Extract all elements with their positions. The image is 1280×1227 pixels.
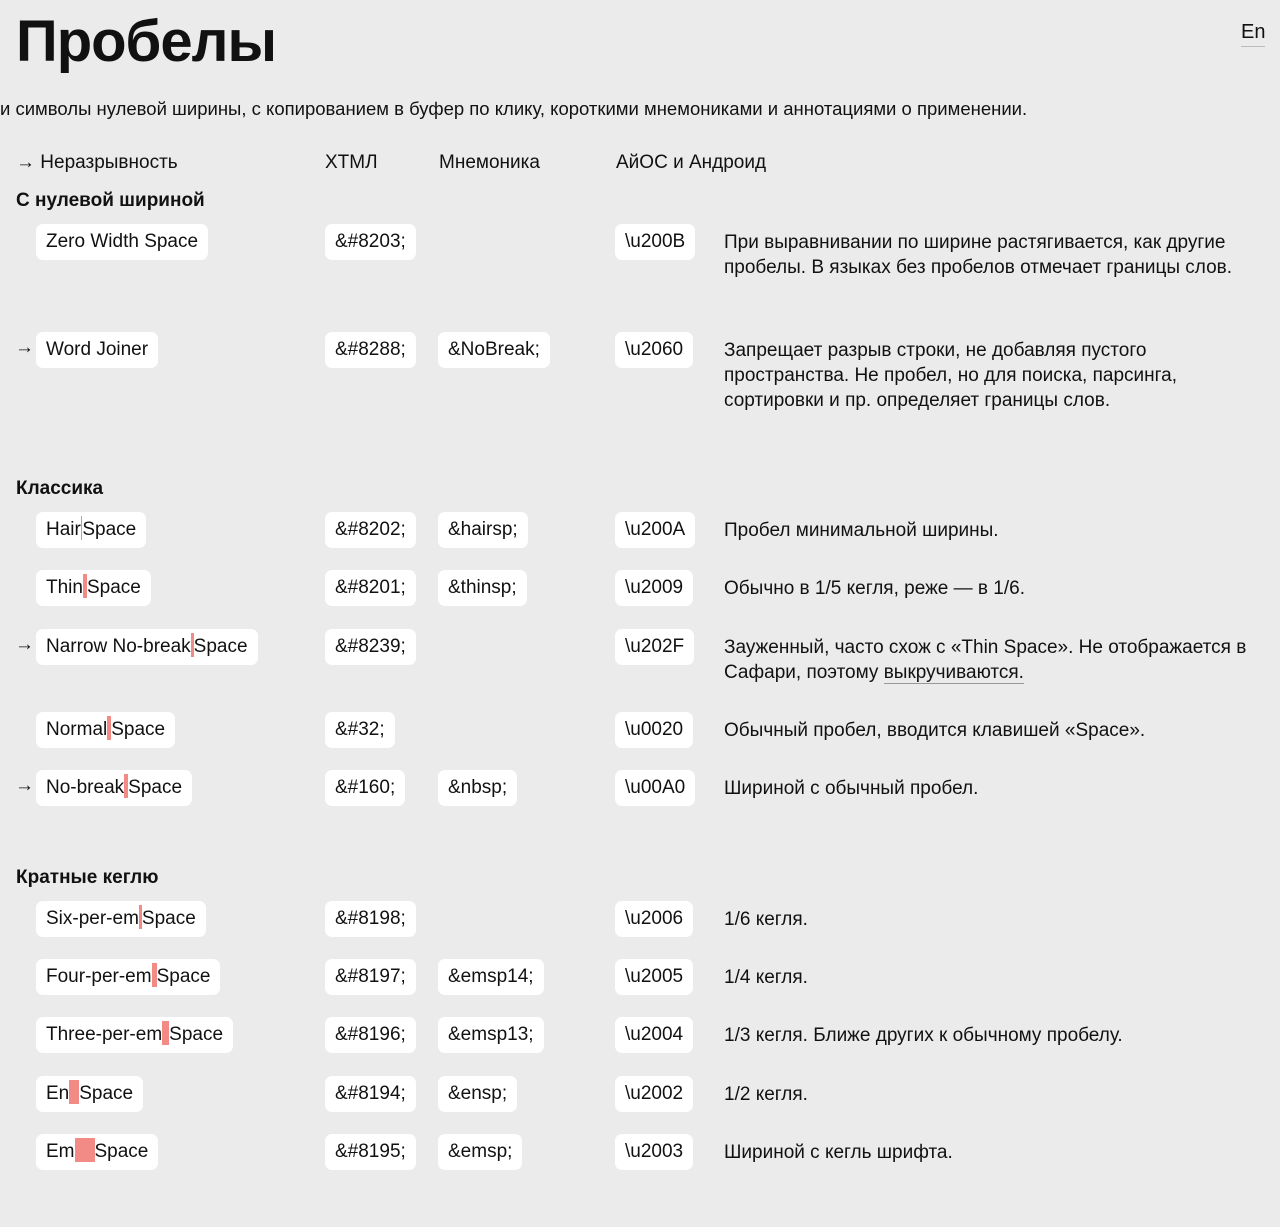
- space-name-chip[interactable]: [36, 224, 208, 260]
- space-name-part: Space: [156, 966, 211, 987]
- unicode-escape-chip[interactable]: \u0020: [615, 712, 693, 748]
- space-name-part: Space: [141, 908, 196, 929]
- unicode-escape-chip[interactable]: \u202F: [615, 629, 694, 665]
- space-name-part: Hair: [46, 519, 81, 540]
- language-switch-link[interactable]: En: [1241, 21, 1265, 47]
- unicode-escape-chip[interactable]: \u2003: [615, 1134, 693, 1170]
- usage-note-text: Шириной с кегль шрифта.: [724, 1142, 953, 1163]
- space-name-part: Space: [86, 577, 141, 598]
- space-name-part: Word Joiner: [46, 339, 149, 360]
- usage-note: [724, 1023, 1269, 1048]
- space-name-part: Em: [46, 1141, 75, 1162]
- page-subtitle: и символы нулевой ширины, с копированием в буфер по клику, короткими мнемониками и аннотациями о применении.: [0, 98, 1028, 119]
- html-code-chip[interactable]: &#8196;: [325, 1017, 416, 1053]
- space-name-chip[interactable]: [36, 959, 220, 995]
- space-name-part: Space: [82, 519, 137, 540]
- space-name-chip[interactable]: [36, 1134, 158, 1170]
- usage-note: [724, 1140, 1269, 1165]
- usage-note: [724, 907, 1269, 932]
- mnemonic-chip[interactable]: &emsp13;: [438, 1017, 544, 1053]
- unicode-escape-chip[interactable]: \u200A: [615, 512, 695, 548]
- html-code-chip[interactable]: &#160;: [325, 770, 405, 806]
- usage-note-text: 1/6 кегля.: [724, 909, 808, 930]
- html-code-chip[interactable]: &#8239;: [325, 629, 416, 665]
- space-width-marker: [75, 1138, 95, 1162]
- unicode-escape-chip[interactable]: \u2004: [615, 1017, 693, 1053]
- space-name-chip[interactable]: [36, 901, 206, 937]
- mnemonic-chip[interactable]: &ensp;: [438, 1076, 517, 1112]
- mnemonic-chip[interactable]: &nbsp;: [438, 770, 517, 806]
- usage-note-text: Обычный пробел, вводится клавишей «Space».: [724, 720, 1146, 741]
- space-name-part: Normal: [46, 719, 108, 740]
- space-name-chip[interactable]: [36, 1076, 143, 1112]
- mnemonic-chip[interactable]: &thinsp;: [438, 570, 527, 606]
- usage-note: [724, 518, 1269, 543]
- usage-note-text: Зауженный, часто схож с «Thin Space». Не отображается в Сафари, поэтому: [724, 637, 1247, 683]
- usage-note: [724, 635, 1269, 685]
- usage-note: [724, 776, 1269, 801]
- space-name-chip[interactable]: [36, 770, 192, 806]
- html-code-chip[interactable]: &#8201;: [325, 570, 416, 606]
- space-name-part: Thin: [46, 577, 83, 598]
- unicode-escape-chip[interactable]: \u2006: [615, 901, 693, 937]
- usage-note-text: Шириной с обычный пробел.: [724, 778, 979, 799]
- mnemonic-chip[interactable]: &hairsp;: [438, 512, 528, 548]
- group-title: Классика: [16, 478, 104, 499]
- group-title: Кратные кеглю: [16, 867, 159, 888]
- space-name-chip[interactable]: [36, 629, 258, 665]
- usage-note: [724, 1082, 1269, 1107]
- usage-note-text: Обычно в 1/5 кегля, реже — в 1/6.: [724, 578, 1025, 599]
- table-header: [0, 152, 1280, 178]
- space-name-part: Space: [193, 636, 248, 657]
- column-ios-android: АйОС и Андроид: [616, 152, 767, 173]
- group-title: С нулевой шириной: [16, 190, 205, 211]
- space-name-chip[interactable]: [36, 332, 158, 368]
- space-name-part: Space: [128, 777, 183, 798]
- html-code-chip[interactable]: &#8198;: [325, 901, 416, 937]
- usage-note: [724, 576, 1269, 601]
- unicode-escape-chip[interactable]: \u2060: [615, 332, 693, 368]
- html-code-chip[interactable]: &#8203;: [325, 224, 416, 260]
- space-name-part: En: [46, 1083, 70, 1104]
- usage-note-text: Запрещает разрыв строки, не добавляя пустого пространства. Не пробел, но для поиска, парсинга, сортировки и пр. определяет границы слов.: [724, 340, 1177, 411]
- usage-note: [724, 230, 1269, 280]
- html-code-chip[interactable]: &#8288;: [325, 332, 416, 368]
- unicode-escape-chip[interactable]: \u2002: [615, 1076, 693, 1112]
- space-name-part: No-break: [46, 777, 125, 798]
- space-name-part: Zero Width Space: [46, 231, 199, 252]
- column-mnemonic: Мнемоника: [439, 152, 540, 173]
- space-name-chip[interactable]: [36, 712, 175, 748]
- usage-note-text: При выравнивании по ширине растягивается, как другие пробелы. В языках без пробелов отмечает границы слов.: [724, 232, 1233, 278]
- usage-note-text: 1/4 кегля.: [724, 967, 808, 988]
- usage-note-link[interactable]: выкручиваются.: [883, 662, 1024, 683]
- usage-note: [724, 338, 1269, 413]
- column-html: ХТМЛ: [325, 152, 378, 173]
- html-code-chip[interactable]: &#8194;: [325, 1076, 416, 1112]
- html-code-chip[interactable]: &#8197;: [325, 959, 416, 995]
- space-name-part: Three-per-em: [46, 1024, 163, 1045]
- space-name-part: Four-per-em: [46, 966, 152, 987]
- space-name-chip[interactable]: [36, 1017, 233, 1053]
- nonbreaking-arrow-icon: →: [15, 634, 34, 655]
- space-name-part: Space: [111, 719, 166, 740]
- nonbreaking-arrow-icon: →: [15, 337, 34, 358]
- space-name-chip[interactable]: [36, 512, 146, 548]
- usage-note-text: 1/2 кегля.: [724, 1084, 808, 1105]
- space-name-chip[interactable]: [36, 570, 151, 606]
- usage-note-text: Пробел минимальной ширины.: [724, 520, 999, 541]
- space-name-part: Narrow No-break: [46, 636, 191, 657]
- space-width-marker: [69, 1080, 79, 1104]
- mnemonic-chip[interactable]: &NoBreak;: [438, 332, 550, 368]
- unicode-escape-chip[interactable]: \u2005: [615, 959, 693, 995]
- unicode-escape-chip[interactable]: \u00A0: [615, 770, 695, 806]
- mnemonic-chip[interactable]: &emsp14;: [438, 959, 544, 995]
- html-code-chip[interactable]: &#8202;: [325, 512, 416, 548]
- usage-note-text: 1/3 кегля. Ближе других к обычному пробелу.: [724, 1025, 1123, 1046]
- usage-note: [724, 965, 1269, 990]
- space-name-part: Six-per-em: [46, 908, 139, 929]
- html-code-chip[interactable]: &#32;: [325, 712, 395, 748]
- nonbreaking-arrow-icon: →: [15, 775, 34, 796]
- unicode-escape-chip[interactable]: \u2009: [615, 570, 693, 606]
- space-name-part: Space: [94, 1141, 149, 1162]
- column-nonbreak: → Неразрывность: [16, 152, 178, 173]
- unicode-escape-chip[interactable]: \u200B: [615, 224, 695, 260]
- mnemonic-chip[interactable]: &emsp;: [438, 1134, 522, 1170]
- space-name-part: Space: [79, 1083, 134, 1104]
- html-code-chip[interactable]: &#8195;: [325, 1134, 416, 1170]
- page-title: Пробелы: [16, 9, 277, 74]
- usage-note: [724, 718, 1269, 743]
- space-name-part: Space: [169, 1024, 224, 1045]
